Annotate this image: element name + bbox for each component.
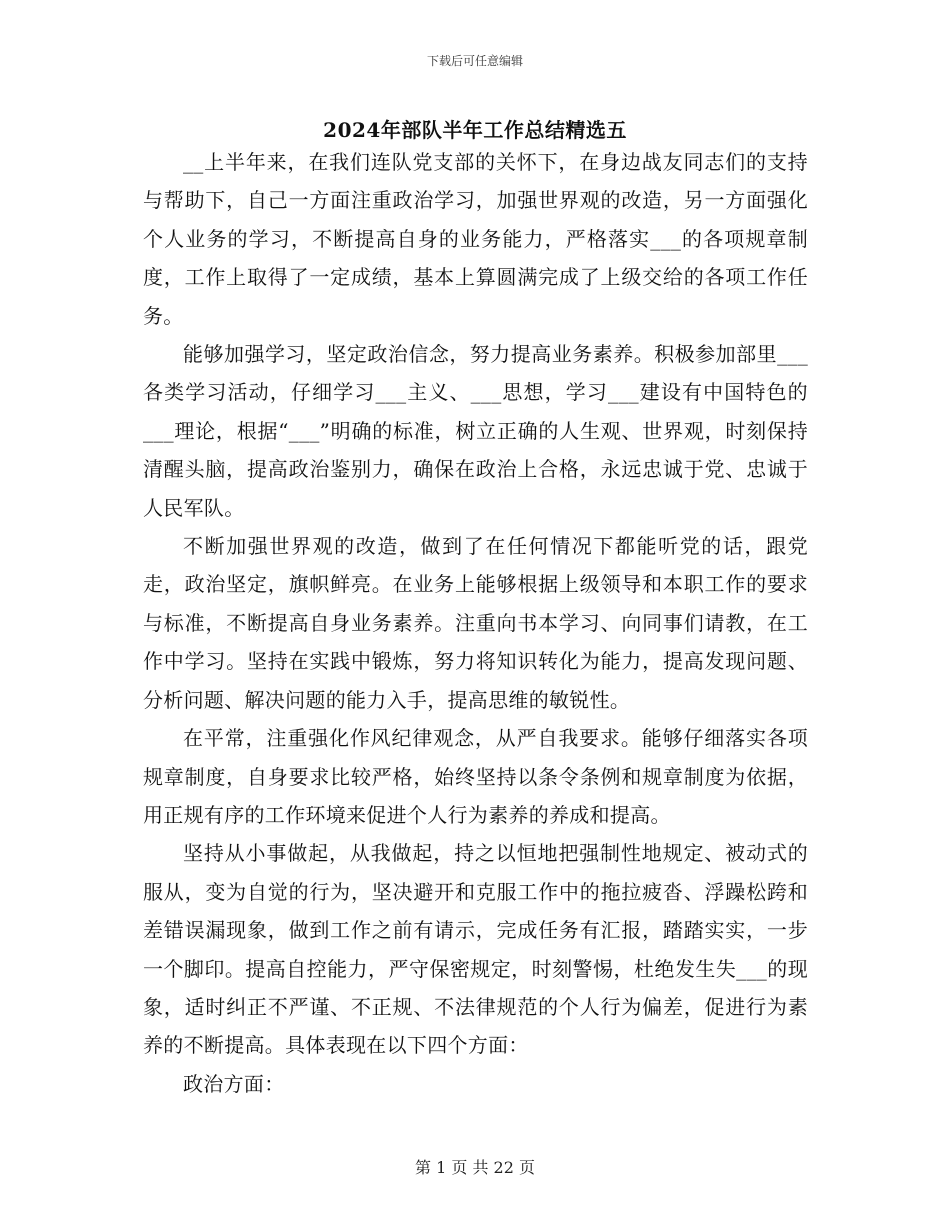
document-title: 2024年部队半年工作总结精选五 — [323, 118, 627, 142]
paragraph: 不断加强世界观的改造，做到了在任何情况下都能听党的话，跟党走，政治坚定，旗帜鲜亮。在业务上能够根据上级领导和本职工作的要求与标准，不断提高自身业务素养。注重向书本学习、向同事们请教，在工作中学习。坚持在实践中锻炼，努力将知识转化为能力，提高发现问题、分析问题、解决问题的能力入手，提高思维的敏锐性。 — [143, 534, 808, 712]
document-body — [143, 143, 808, 1103]
paragraph: __上半年来，在我们连队党支部的关怀下，在身边战友同志们的支持与帮助下，自己一方面注重政治学习，加强世界观的改造，另一方面强化个人业务的学习，不断提高自身的业务能力，严格落实___的各项规章制度，工作上取得了一定成绩，基本上算圆满完成了上级交给的各项工作任务。 — [143, 150, 808, 328]
paragraph: 能够加强学习，坚定政治信念，努力提高业务素养。积极参加部里___各类学习活动，仔细学习___主义、___思想，学习___建设有中国特色的___理论，根据“___”明确的标准，树立正确的人生观、世界观，时刻保持清醒头脑，提高政治鉴别力，确保在政治上合格，永远忠诚于党、忠诚于人民军队。 — [143, 342, 808, 520]
paragraph: 坚持从小事做起，从我做起，持之以恒地把强制性地规定、被动式的服从，变为自觉的行为，坚决避开和克服工作中的拖拉疲沓、浮躁松跨和差错误漏现象，做到工作之前有请示，完成任务有汇报，踏踏实实，一步一个脚印。提高自控能力，严守保密规定，时刻警惕，杜绝发生失___的现象，适时纠正不严谨、不正规、不法律规范的个人行为偏差，促进行为素养的不断提高。具体表现在以下四个方面： — [143, 841, 808, 1058]
page-number-footer: 第 1 页 共 22 页 — [415, 1158, 535, 1177]
paragraph: 政治方面： — [183, 1071, 285, 1096]
header-note: 下载后可任意编辑 — [426, 54, 523, 68]
paragraph: 在平常，注重强化作风纪律观念，从严自我要求。能够仔细落实各项规章制度，自身要求比较严格，始终坚持以条令条例和规章制度为依据，用正规有序的工作环境来促进个人行为素养的养成和提高。 — [143, 726, 808, 827]
